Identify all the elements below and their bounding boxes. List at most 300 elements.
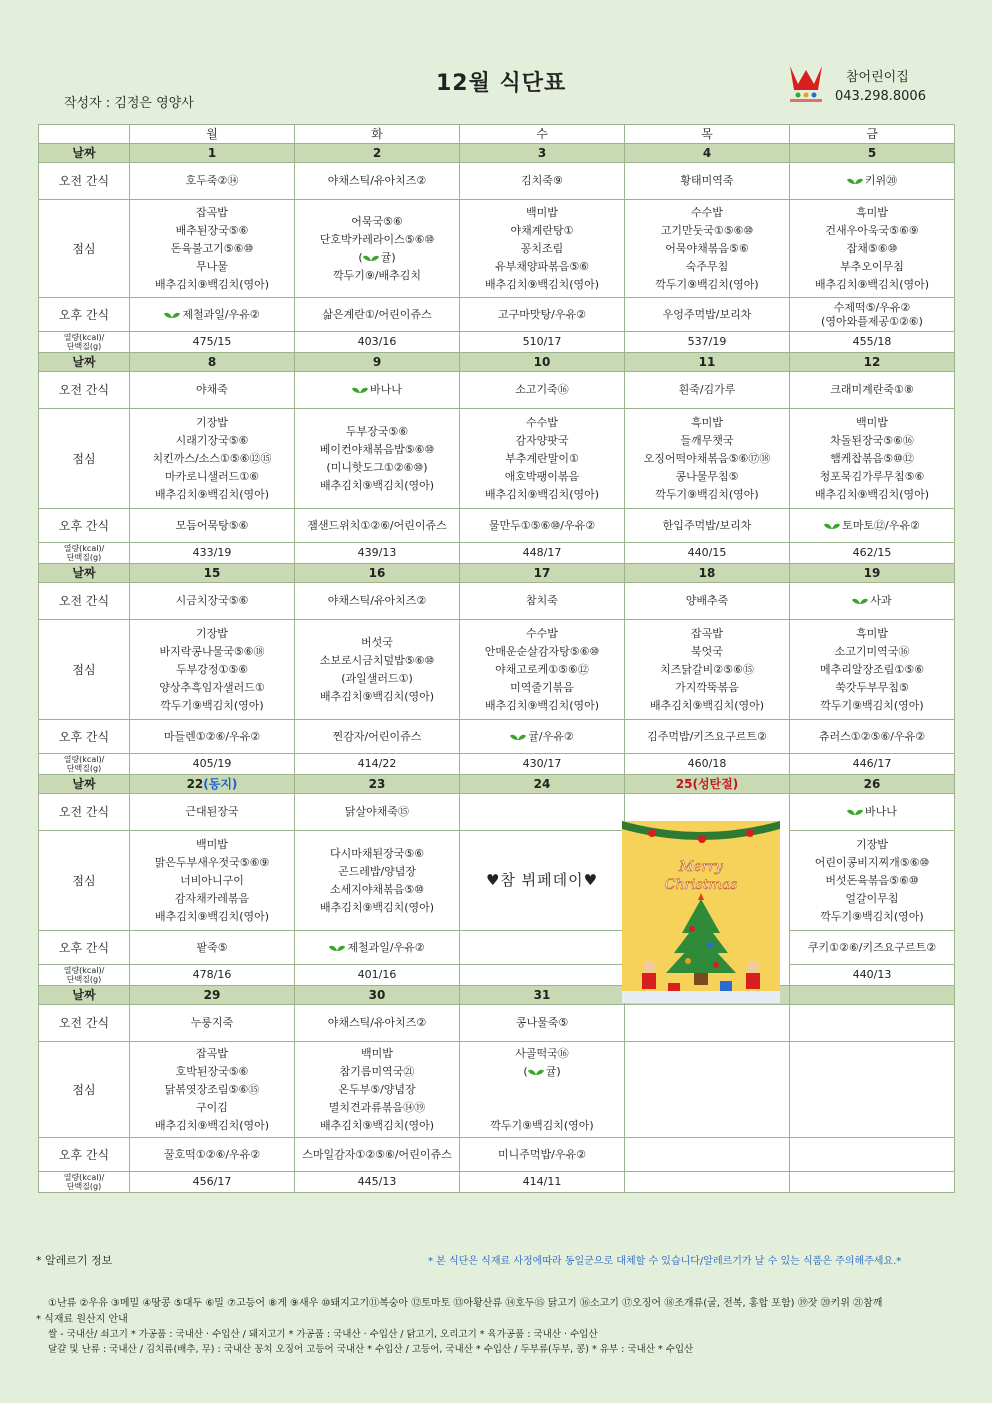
kcal-cell-text: 462/15	[852, 546, 892, 559]
date-cell	[295, 986, 460, 1005]
am-snack-cell-text: 콩나물죽⑤	[515, 1016, 569, 1029]
lunch-item-text: 수수밥	[526, 626, 558, 640]
am-snack-label: 오전 간식	[39, 794, 130, 831]
lunch-item	[296, 634, 458, 652]
lunch-item-text: 배추김치⑨백김치(영아)	[154, 1118, 270, 1132]
lunch-cell	[625, 409, 790, 509]
lunch-cell	[130, 620, 295, 720]
lunch-item-text: 기장밥	[856, 837, 888, 851]
lunch-item	[626, 258, 788, 276]
kcal-label-line: 단백질(g)	[66, 553, 102, 562]
pm-snack-cell	[295, 298, 460, 332]
pm-snack-line: (영아와플제공①②⑥)	[821, 314, 923, 328]
pm-snack-cell-text: 삶은계란①/어린이쥬스	[322, 307, 432, 321]
lunch-item-text: 애호박팽이볶음	[504, 469, 580, 483]
pm-snack-cell-text: 우엉주먹밥/보리차	[662, 307, 752, 321]
lunch-item	[791, 276, 953, 294]
leaf-icon	[852, 597, 868, 605]
am-snack-cell	[130, 583, 295, 620]
lunch-item-text: 단호박카레라이스⑤⑥⑩	[319, 232, 435, 246]
pm-snack-label: 오후 간식	[39, 720, 130, 754]
kcal-cell-text: 439/13	[357, 546, 397, 559]
lunch-item	[131, 1045, 293, 1063]
lunch-item	[791, 486, 953, 504]
lunch-item	[131, 222, 293, 240]
weekday-header: 목	[625, 125, 790, 144]
pm-snack-cell	[790, 720, 955, 754]
lunch-cell	[625, 200, 790, 298]
kcal-label-line: 단백질(g)	[66, 1182, 102, 1191]
lunch-item-text: 귤)	[545, 1064, 561, 1078]
pm-snack-cell	[625, 509, 790, 543]
lunch-row	[39, 200, 955, 298]
lunch-item-text: 깍두기⑨백김치(영아)	[160, 698, 264, 712]
date-row	[39, 144, 955, 163]
lunch-item	[131, 679, 293, 697]
kcal-cell-text: 455/18	[852, 335, 892, 348]
lunch-item	[131, 643, 293, 661]
date-cell	[460, 144, 625, 163]
lunch-item-text: 백미밥	[196, 837, 228, 851]
lunch-item-text: 배추김치⑨백김치(영아)	[319, 478, 435, 492]
am-snack-label: 오전 간식	[39, 583, 130, 620]
date-cell	[625, 353, 790, 372]
am-snack-cell	[295, 163, 460, 200]
lunch-item	[791, 240, 953, 258]
lunch-item-text: 청포묵김가루무침⑤⑥	[819, 469, 925, 483]
lunch-item-text: 야채고로케①⑤⑥⑫	[495, 662, 589, 676]
date-number: 22	[186, 777, 204, 791]
lunch-item	[131, 450, 293, 468]
lunch-item	[131, 432, 293, 450]
lunch-item	[791, 661, 953, 679]
date-number: 19	[863, 566, 881, 580]
lunch-item-text: 깍두기⑨백김치(영아)	[820, 698, 924, 712]
date-cell	[460, 775, 625, 794]
am-snack-cell-text: 김치죽⑨	[521, 174, 563, 187]
am-snack-cell	[295, 1005, 460, 1042]
lunch-item-text: 오징어떡야채볶음⑤⑥⑰⑱	[643, 451, 771, 465]
kcal-cell	[625, 1172, 790, 1193]
kcal-cell-text: 440/13	[852, 968, 892, 981]
lunch-item	[626, 643, 788, 661]
lunch-item-text: 깍두기⑨백김치(영아)	[820, 909, 924, 923]
am-snack-cell-text: 황태미역죽	[680, 174, 734, 187]
kcal-cell-text: 478/16	[192, 968, 232, 981]
kcal-cell	[130, 332, 295, 353]
lunch-item	[791, 204, 953, 222]
date-number: 24	[533, 777, 551, 791]
am-snack-cell	[625, 1005, 790, 1042]
pm-snack-cell	[130, 931, 295, 965]
lunch-item	[626, 625, 788, 643]
origin-line: 달걀 및 난류 : 국내산 / 김치류(배추, 무) : 국내산 꽁치 오징어 고등어 국내산 * 수입산 / 고등어, 국내산 * 수입산 / 두부류(두부, 콩) * 유부 : 국내산 * 수입산	[48, 1344, 694, 1355]
pm-snack-label: 오후 간식	[39, 1138, 130, 1172]
origin-title: * 식재료 원산지 안내	[36, 1314, 128, 1325]
lunch-item-text: 깍두기⑨/배추김치	[333, 268, 421, 282]
kcal-label-line: 열량(kcal)/	[63, 1173, 105, 1182]
lunch-item-text: 버섯국	[361, 635, 393, 649]
allergy-info-title: * 알레르기 정보	[36, 1254, 113, 1267]
pm-snack-cell-text: 제철과일/우유②	[347, 940, 425, 954]
lunch-item	[461, 468, 623, 486]
kcal-cell	[460, 1172, 625, 1193]
am-snack-cell-text: 흰죽/김가루	[678, 383, 736, 396]
lunch-item-text: 소고기미역국⑯	[834, 644, 910, 658]
pm-snack-cell-text: 한입주먹밥/보리차	[662, 518, 752, 532]
lunch-item	[131, 1063, 293, 1081]
author: 작성자 : 김정은 영양사	[64, 96, 194, 111]
pm-snack-cell-text: 김주먹밥/키즈요구르트②	[647, 729, 767, 743]
lunch-item	[296, 459, 458, 477]
lunch-item	[461, 450, 623, 468]
lunch-item-text: 치즈닭갈비②⑤⑥⑮	[660, 662, 754, 676]
weekday-header: 금	[790, 125, 955, 144]
date-cell	[130, 775, 295, 794]
pm-snack-cell	[460, 509, 625, 543]
lunch-item	[296, 213, 458, 231]
kcal-label	[39, 543, 130, 564]
lunch-cell	[790, 200, 955, 298]
lunch-cell	[130, 1042, 295, 1138]
lunch-item-text: 배추김치⑨백김치(영아)	[154, 487, 270, 501]
kcal-cell	[625, 332, 790, 353]
lunch-item-text: 마카로니샐러드①⑥	[164, 469, 260, 483]
lunch-item	[296, 1045, 458, 1063]
lunch-item-text: 감자채카레볶음	[174, 891, 250, 905]
pm-snack-cell	[130, 1138, 295, 1172]
lunch-item-text: 수수밥	[691, 205, 723, 219]
lunch-item-text: 안매운순살감자탕⑤⑥⑩	[484, 644, 600, 658]
pm-snack-row	[39, 509, 955, 543]
date-number: 1	[207, 146, 217, 160]
lunch-item-text: 깍두기⑨백김치(영아)	[655, 277, 759, 291]
lunch-item	[461, 204, 623, 222]
pm-snack-row	[39, 1138, 955, 1172]
am-snack-row	[39, 583, 955, 620]
lunch-item	[131, 204, 293, 222]
lunch-item-text: 귤)	[380, 250, 396, 264]
date-number: 8	[207, 355, 217, 369]
am-snack-cell	[460, 372, 625, 409]
date-label: 날짜	[39, 775, 130, 794]
date-cell	[460, 564, 625, 583]
lunch-item-text: 부추오이무침	[840, 259, 904, 273]
am-snack-cell	[790, 794, 955, 831]
am-snack-row	[39, 163, 955, 200]
lunch-item	[791, 836, 953, 854]
date-cell	[295, 775, 460, 794]
kcal-cell	[460, 332, 625, 353]
lunch-item-text: 흑미밥	[856, 626, 888, 640]
notice: * 본 식단은 식재료 사정에따라 동일군으로 대체할 수 있습니다/알레르기가 날 수 있는 식품은 주의해주세요.*	[428, 1256, 902, 1267]
lunch-item	[461, 679, 623, 697]
lunch-item-text: 호박된장국⑤⑥	[175, 1064, 249, 1078]
am-snack-cell-text: 근대된장국	[185, 805, 239, 818]
lunch-item	[626, 697, 788, 715]
lunch-item	[461, 276, 623, 294]
corner-cell	[39, 125, 130, 144]
lunch-item	[131, 414, 293, 432]
kcal-label	[39, 1172, 130, 1193]
kcal-cell	[295, 965, 460, 986]
date-cell	[295, 144, 460, 163]
weekday-header: 수	[460, 125, 625, 144]
lunch-item-text: 곤드레밥/양념장	[337, 864, 417, 878]
leaf-icon	[847, 177, 863, 185]
am-snack-cell-text: 양배추죽	[685, 594, 729, 607]
kcal-cell	[460, 965, 625, 986]
am-snack-cell	[295, 794, 460, 831]
kcal-cell-text: 430/17	[522, 757, 562, 770]
lunch-item	[461, 1099, 623, 1117]
pm-snack-cell	[790, 931, 955, 965]
lunch-item	[791, 414, 953, 432]
date-row	[39, 353, 955, 372]
lunch-item-text: 깍두기⑨백김치(영아)	[655, 487, 759, 501]
lunch-item-text: 멸치견과류볶음⑭⑲	[328, 1100, 426, 1114]
lunch-item-text: 잡곡밥	[196, 205, 228, 219]
am-snack-cell	[295, 372, 460, 409]
am-snack-cell	[625, 372, 790, 409]
pm-snack-cell	[295, 931, 460, 965]
lunch-item	[461, 661, 623, 679]
lunch-item-text: 미역줄기볶음	[510, 680, 574, 694]
pm-snack-cell-text: 잼샌드위치①②⑥/어린이쥬스	[307, 518, 447, 532]
lunch-item	[626, 432, 788, 450]
pm-snack-row	[39, 298, 955, 332]
lunch-item-text: 얼갈이무침	[845, 891, 899, 905]
date-number: 12	[863, 355, 881, 369]
lunch-label: 점심	[39, 831, 130, 931]
lunch-cell	[460, 831, 625, 931]
lunch-item-text: 어린이콩비지찌개⑤⑥⑩	[814, 855, 930, 869]
kcal-cell	[625, 754, 790, 775]
lunch-item-text: 고기만둣국①⑤⑥⑩	[660, 223, 754, 237]
lunch-item-text: 숙주무침	[685, 259, 729, 273]
lunch-item	[626, 222, 788, 240]
lunch-item	[296, 267, 458, 285]
lunch-item	[626, 661, 788, 679]
lunch-item	[461, 871, 623, 891]
lunch-item-text: 배추김치⑨백김치(영아)	[484, 698, 600, 712]
org-name: 참어린이집	[846, 70, 909, 85]
kcal-label-line: 단백질(g)	[66, 975, 102, 984]
lunch-item-text: 참기름미역국㉑	[339, 1064, 415, 1078]
lunch-item	[296, 881, 458, 899]
am-snack-row	[39, 1005, 955, 1042]
am-snack-cell	[625, 163, 790, 200]
lunch-item	[626, 468, 788, 486]
kcal-cell	[790, 965, 955, 986]
am-snack-row	[39, 794, 955, 831]
date-note: (동지)	[203, 777, 238, 791]
lunch-item-text: 수수밥	[526, 415, 558, 429]
lunch-item-text: 백미밥	[856, 415, 888, 429]
lunch-item	[296, 688, 458, 706]
lunch-item	[791, 890, 953, 908]
date-number: 23	[368, 777, 386, 791]
christmas-text: Christmas	[664, 877, 738, 893]
lunch-item	[791, 222, 953, 240]
pm-snack-cell	[460, 1138, 625, 1172]
lunch-item-text: 배추된장국⑤⑥	[175, 223, 249, 237]
pm-snack-cell-text: 귤/우유②	[528, 729, 574, 743]
am-snack-cell-text: 닭살야채죽⑮	[344, 805, 410, 818]
kcal-row	[39, 332, 955, 353]
am-snack-cell	[790, 372, 955, 409]
pm-snack-cell-text: 츄러스①②⑤⑥/우유②	[818, 729, 926, 743]
lunch-item-text: 배추김치⑨백김치(영아)	[319, 689, 435, 703]
leaf-icon	[528, 1068, 544, 1076]
pm-snack-cell	[790, 1138, 955, 1172]
page-title: 12월 식단표	[436, 71, 567, 96]
leaf-icon	[510, 733, 526, 741]
lunch-cell	[790, 831, 955, 931]
lunch-item	[461, 222, 623, 240]
lunch-item	[296, 1117, 458, 1135]
lunch-item-text: 깍두기⑨백김치(영아)	[490, 1118, 594, 1132]
kcal-cell	[130, 754, 295, 775]
date-cell	[130, 353, 295, 372]
kcal-cell-text: 460/18	[687, 757, 727, 770]
pm-snack-cell	[130, 509, 295, 543]
kcal-cell-text: 445/13	[357, 1175, 397, 1188]
kcal-cell-text: 456/17	[192, 1175, 232, 1188]
lunch-item-text: 메추리알장조림①⑤⑥	[820, 662, 924, 676]
lunch-item-text: 다시마채된장국⑤⑥	[329, 846, 425, 860]
am-snack-cell	[130, 1005, 295, 1042]
lunch-item	[296, 477, 458, 495]
lunch-item	[461, 258, 623, 276]
date-cell	[295, 353, 460, 372]
date-number: 9	[372, 355, 382, 369]
kcal-cell-text: 448/17	[522, 546, 562, 559]
lunch-item	[791, 625, 953, 643]
kcal-label-line: 열량(kcal)/	[63, 755, 105, 764]
date-cell	[790, 564, 955, 583]
lunch-item-text: 온두부⑤/양념장	[338, 1082, 416, 1096]
kcal-cell	[130, 1172, 295, 1193]
pm-snack-cell-text: 스마일감자①②⑤⑥/어린이쥬스	[302, 1147, 452, 1161]
lunch-item-text: 잡채⑤⑥⑩	[846, 241, 898, 255]
lunch-item	[791, 697, 953, 715]
org-phone: 043.298.8006	[835, 89, 926, 104]
am-snack-cell-text: 누룽지죽	[190, 1016, 234, 1029]
am-snack-cell-text: 야채스틱/유아치즈②	[327, 594, 427, 607]
lunch-item	[131, 1081, 293, 1099]
lunch-item-text: 어묵국⑤⑥	[351, 214, 403, 228]
pm-snack-cell-text: 모듬어묵탕⑤⑥	[175, 518, 249, 532]
lunch-cell	[295, 200, 460, 298]
kcal-cell	[295, 332, 460, 353]
kcal-label-line: 열량(kcal)/	[63, 333, 105, 342]
lunch-item-text: 소세지야채볶음⑤⑩	[329, 882, 425, 896]
date-cell	[790, 775, 955, 794]
date-cell	[130, 986, 295, 1005]
am-snack-cell-text: 키위⑳	[864, 174, 898, 187]
leaf-icon	[329, 944, 345, 952]
lunch-item	[626, 679, 788, 697]
pm-snack-cell-text: 마들렌①②⑥/우유②	[163, 729, 261, 743]
leaf-icon	[824, 522, 840, 530]
lunch-row	[39, 620, 955, 720]
date-number: 11	[698, 355, 716, 369]
lunch-item-text: 기장밥	[196, 626, 228, 640]
am-snack-cell-text: 바나나	[865, 805, 897, 818]
lunch-item-text: 기장밥	[196, 415, 228, 429]
lunch-item-text: 백미밥	[361, 1046, 393, 1060]
lunch-item-text: 흑미밥	[856, 205, 888, 219]
lunch-item-text: 두부강정①⑤⑥	[175, 662, 249, 676]
lunch-row	[39, 409, 955, 509]
lunch-item-text: 어묵야채볶음⑤⑥	[665, 241, 749, 255]
lunch-item-text: 유부채양파볶음⑤⑥	[494, 259, 590, 273]
am-snack-row	[39, 372, 955, 409]
lunch-item	[626, 240, 788, 258]
kcal-cell-text: 440/15	[687, 546, 727, 559]
date-cell	[625, 144, 790, 163]
lunch-item-text: 들깨무챗국	[680, 433, 734, 447]
lunch-item-text: 차돌된장국⑤⑥⑯	[830, 433, 914, 447]
lunch-cell	[625, 1042, 790, 1138]
lunch-item	[296, 670, 458, 688]
lunch-cell	[295, 1042, 460, 1138]
pm-snack-cell-text: 찐감자/어린이쥬스	[332, 729, 422, 743]
date-cell	[460, 353, 625, 372]
kcal-cell	[295, 754, 460, 775]
lunch-item	[791, 872, 953, 890]
am-snack-cell	[460, 583, 625, 620]
pm-snack-cell-text: 미니주먹밥/우유②	[498, 1147, 586, 1161]
kcal-cell	[460, 754, 625, 775]
pm-snack-cell	[460, 931, 625, 965]
lunch-cell	[790, 409, 955, 509]
date-number: 17	[533, 566, 551, 580]
pm-snack-label: 오후 간식	[39, 509, 130, 543]
kcal-label-line: 열량(kcal)/	[63, 544, 105, 553]
date-cell	[130, 144, 295, 163]
lunch-item	[626, 450, 788, 468]
lunch-label: 점심	[39, 200, 130, 298]
am-snack-cell	[790, 163, 955, 200]
pm-snack-cell	[625, 720, 790, 754]
kcal-label	[39, 965, 130, 986]
lunch-item	[626, 204, 788, 222]
kcal-cell-text: 510/17	[522, 335, 562, 348]
lunch-cell	[460, 409, 625, 509]
origin-line: 쌀 - 국내산/ 쇠고기 * 가공품 : 국내산 · 수입산 / 돼지고기 * 가공품 : 국내산 · 수입산 / 닭고기, 오리고기 * 육가공품 : 국내산 · 수입산	[48, 1329, 598, 1340]
lunch-item-text: 치킨까스/소스①⑤⑥⑫⑮	[152, 451, 272, 465]
leaf-icon	[363, 254, 379, 262]
lunch-item-text: 돈육불고기⑤⑥⑩	[170, 241, 254, 255]
am-snack-cell-text: 시금치장국⑤⑥	[175, 594, 249, 607]
lunch-item-text: 맑은두부새우젓국⑤⑥⑨	[154, 855, 270, 869]
date-number: 26	[863, 777, 881, 791]
lunch-item	[131, 1117, 293, 1135]
lunch-item	[296, 899, 458, 917]
pm-snack-cell	[130, 298, 295, 332]
date-number: 18	[698, 566, 716, 580]
date-row	[39, 775, 955, 794]
lunch-cell	[295, 831, 460, 931]
lunch-cell	[460, 620, 625, 720]
lunch-item	[131, 908, 293, 926]
lunch-item-text: 건새우아욱국⑤⑥⑨	[825, 223, 919, 237]
weekday-header: 월	[130, 125, 295, 144]
lunch-label: 점심	[39, 620, 130, 720]
lunch-item-text: 가지깍뚝볶음	[675, 680, 739, 694]
